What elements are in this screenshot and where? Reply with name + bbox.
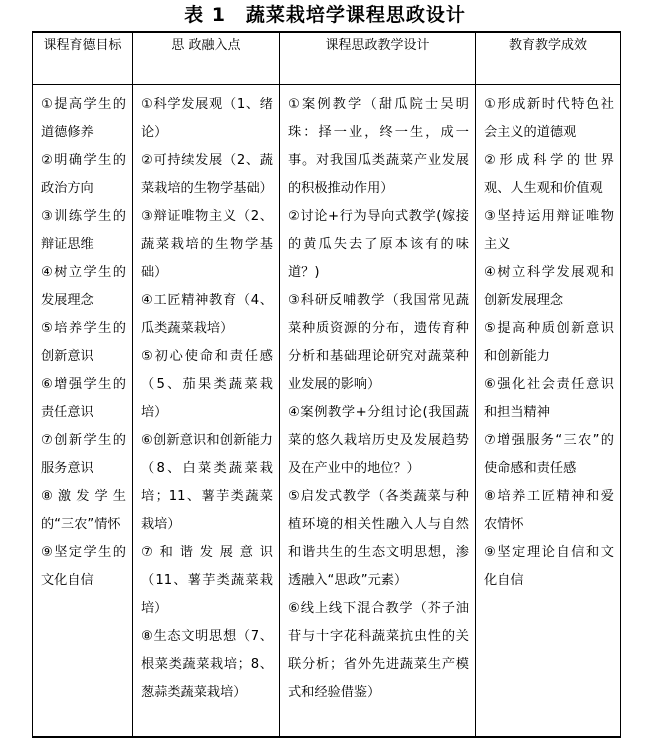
list-item: ⑥线上线下混合教学（芥子油苷与十字花科蔬菜抗虫性的关联分析；省外先进蔬菜生产模式和经验借鉴） — [288, 600, 469, 700]
list-item: ①形成新时代特色社会主义的道德观 — [484, 96, 614, 140]
course-ideology-table — [32, 31, 621, 738]
list-item: ③科研反哺教学（我国常见蔬菜种质资源的分布，遗传育种分析和基础理论研究对蔬菜种业发展的影响） — [288, 292, 469, 392]
cell-integration-points — [133, 84, 280, 737]
header-row — [33, 32, 621, 84]
list-item: ②可持续发展（2、蔬菜栽培的生物学基础） — [141, 152, 273, 196]
header-integration-points: 思 政融入点 — [133, 32, 280, 84]
list-item: ⑥创新意识和创新能力（8、白菜类蔬菜栽培；11、薯芋类蔬菜栽培） — [141, 432, 273, 532]
list-item: ④工匠精神教育（4、瓜类蔬菜栽培） — [141, 292, 273, 336]
cell-moral-goals — [33, 84, 133, 737]
list-item: ①案例教学（甜瓜院士吴明珠：择一业，终一生，成一事。对我国瓜类蔬菜产业发展的积极推动作用） — [288, 96, 469, 196]
list-item: ④树立科学发展观和创新发展理念 — [484, 264, 614, 308]
list-item: ⑤初心使命和责任感（5、茄果类蔬菜栽培） — [141, 348, 273, 420]
list-item: ⑨坚定学生的文化自信 — [41, 544, 126, 588]
list-item: ⑤提高种质创新意识和创新能力 — [484, 320, 614, 364]
header-moral-goals: 课程育德目标 — [33, 32, 133, 84]
cell-teaching-outcomes — [476, 84, 621, 737]
list-item: ⑧激发学生的“三农”情怀 — [41, 488, 126, 532]
list-item: ⑤启发式教学（各类蔬菜与种植环境的相关性融入人与自然和谐共生的生态文明思想，渗透融入“思政”元素） — [288, 488, 469, 588]
list-item: ②讨论+行为导向式教学(嫁接的黄瓜失去了原本该有的味道？) — [288, 208, 469, 280]
list-item: ③坚持运用辩证唯物主义 — [484, 208, 614, 252]
list-item: ⑦创新学生的服务意识 — [41, 432, 126, 476]
list-item: ②明确学生的政治方向 — [41, 152, 126, 196]
list-item: ③辩证唯物主义（2、蔬菜栽培的生物学基础） — [141, 208, 273, 280]
list-item: ⑧培养工匠精神和爱农情怀 — [484, 488, 614, 532]
list-item: ③训练学生的辩证思维 — [41, 208, 126, 252]
list-item: ④案例教学+分组讨论(我国蔬菜的悠久栽培历史及发展趋势及在产业中的地位？） — [288, 404, 469, 476]
list-item: ⑦和谐发展意识（11、薯芋类蔬菜栽培） — [141, 544, 273, 616]
body-row — [33, 84, 621, 737]
list-item: ⑧生态文明思想（7、根菜类蔬菜栽培；8、葱蒜类蔬菜栽培） — [141, 628, 273, 700]
list-item: ①提高学生的道德修养 — [41, 96, 126, 140]
header-teaching-outcomes: 教育教学成效 — [476, 32, 621, 84]
list-item: ②形成科学的世界观、人生观和价值观 — [484, 152, 614, 196]
list-item: ⑨坚定理论自信和文化自信 — [484, 544, 614, 588]
list-item: ⑤培养学生的创新意识 — [41, 320, 126, 364]
list-item: ④树立学生的发展理念 — [41, 264, 126, 308]
cell-teaching-design — [280, 84, 476, 737]
list-item: ⑥强化社会责任意识和担当精神 — [484, 376, 614, 420]
list-item: ⑥增强学生的责任意识 — [41, 376, 126, 420]
header-teaching-design: 课程思政教学设计 — [280, 32, 476, 84]
list-item: ⑦增强服务“三农”的使命感和责任感 — [484, 432, 614, 476]
list-item: ①科学发展观（1、绪论） — [141, 96, 273, 140]
table-title: 表 1 蔬菜栽培学课程思政设计 — [184, 4, 466, 26]
